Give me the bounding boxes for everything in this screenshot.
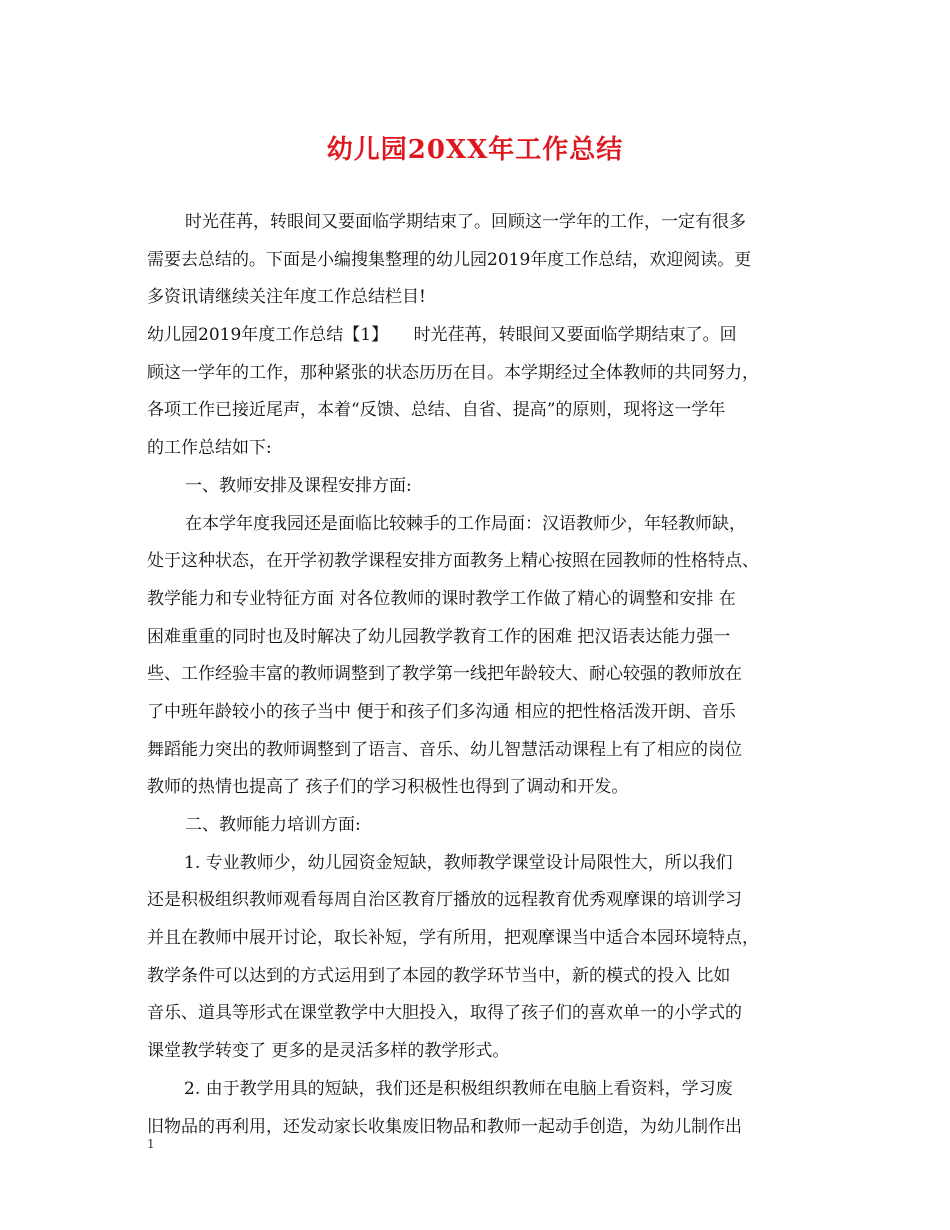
text-line: 的工作总结如下: <box>147 438 272 459</box>
document-title: 幼儿园20XX年工作总结 <box>326 135 624 165</box>
text-line: 了中班年龄较小的孩子当中 便于和孩子们多沟通 相应的把性格活泼开朗、音乐 <box>147 701 736 722</box>
document-body <box>147 204 812 1146</box>
page-number: 1 <box>147 1137 155 1151</box>
text-line: 需要去总结的。下面是小编搜集整理的幼儿园2019年度工作总结，欢迎阅读。更 <box>147 249 752 270</box>
text-line: 旧物品的再利用，还发动家长收集废旧物品和教师一起动手创造，为幼儿制作出 <box>147 1116 742 1137</box>
text-line: 些、工作经验丰富的教师调整到了教学第一线把年龄较大、耐心较强的教师放在 <box>147 664 742 685</box>
text-line: 音乐、道具等形式在课堂教学中大胆投入，取得了孩子们的喜欢单一的小学式的 <box>147 1003 742 1024</box>
text-line: 教学条件可以达到的方式运用到了本园的教学环节当中，新的模式的投入 比如 <box>147 965 731 986</box>
section-heading: 二、教师能力培训方面: <box>185 815 361 835</box>
text-line: 多资讯请继续关注年度工作总结栏目! <box>147 287 426 308</box>
text-line: 舞蹈能力突出的教师调整到了语言、音乐、幼儿智慧活动课程上有了相应的岗位 <box>147 739 742 760</box>
text-line: 课堂教学转变了 更多的是灵活多样的教学形式。 <box>147 1041 510 1062</box>
text-line: 顾这一学年的工作，那种紧张的状态历历在目。本学期经过全体教师的共同努力， <box>147 362 759 383</box>
text-line: 教学能力和专业特征方面 对各位教师的课时教学工作做了精心的调整和安排 在 <box>147 588 736 609</box>
text-line: 时光荏苒，转眼间又要面临学期结束了。回顾这一学年的工作，一定有很多 <box>185 212 746 232</box>
text-line: 在本学年度我园还是面临比较棘手的工作局面：汉语教师少，年轻教师缺， <box>185 513 746 534</box>
text-line: 幼儿园2019年度工作总结【1】 时光荏苒，转眼间又要面临学期结束了。回 <box>147 325 737 346</box>
text-line: 各项工作已接近尾声，本着“反馈、总结、自省、提高”的原则，现将这一学年 <box>147 400 726 421</box>
text-line: 2. 由于教学用具的短缺，我们还是积极组织教师在电脑上看资料，学习废 <box>184 1078 733 1099</box>
text-line: 1. 专业教师少，幼儿园资金短缺，教师教学课堂设计局限性大，所以我们 <box>184 852 733 873</box>
text-line: 还是积极组织教师观看每周自治区教育厅播放的远程教育优秀观摩课的培训学习 <box>147 890 742 911</box>
text-line: 处于这种状态，在开学初教学课程安排方面教务上精心按照在园教师的性格特点、 <box>147 551 759 572</box>
text-line: 困难重重的同时也及时解决了幼儿园教学教育工作的困难 把汉语表达能力强一 <box>147 626 731 647</box>
section-heading: 一、教师安排及课程安排方面: <box>185 475 412 496</box>
text-line: 教师的热情也提高了 孩子们的学习积极性也得到了调动和开发。 <box>147 777 629 798</box>
text-line: 并且在教师中展开讨论，取长补短，学有所用，把观摩课当中适合本园环境特点， <box>147 928 759 949</box>
